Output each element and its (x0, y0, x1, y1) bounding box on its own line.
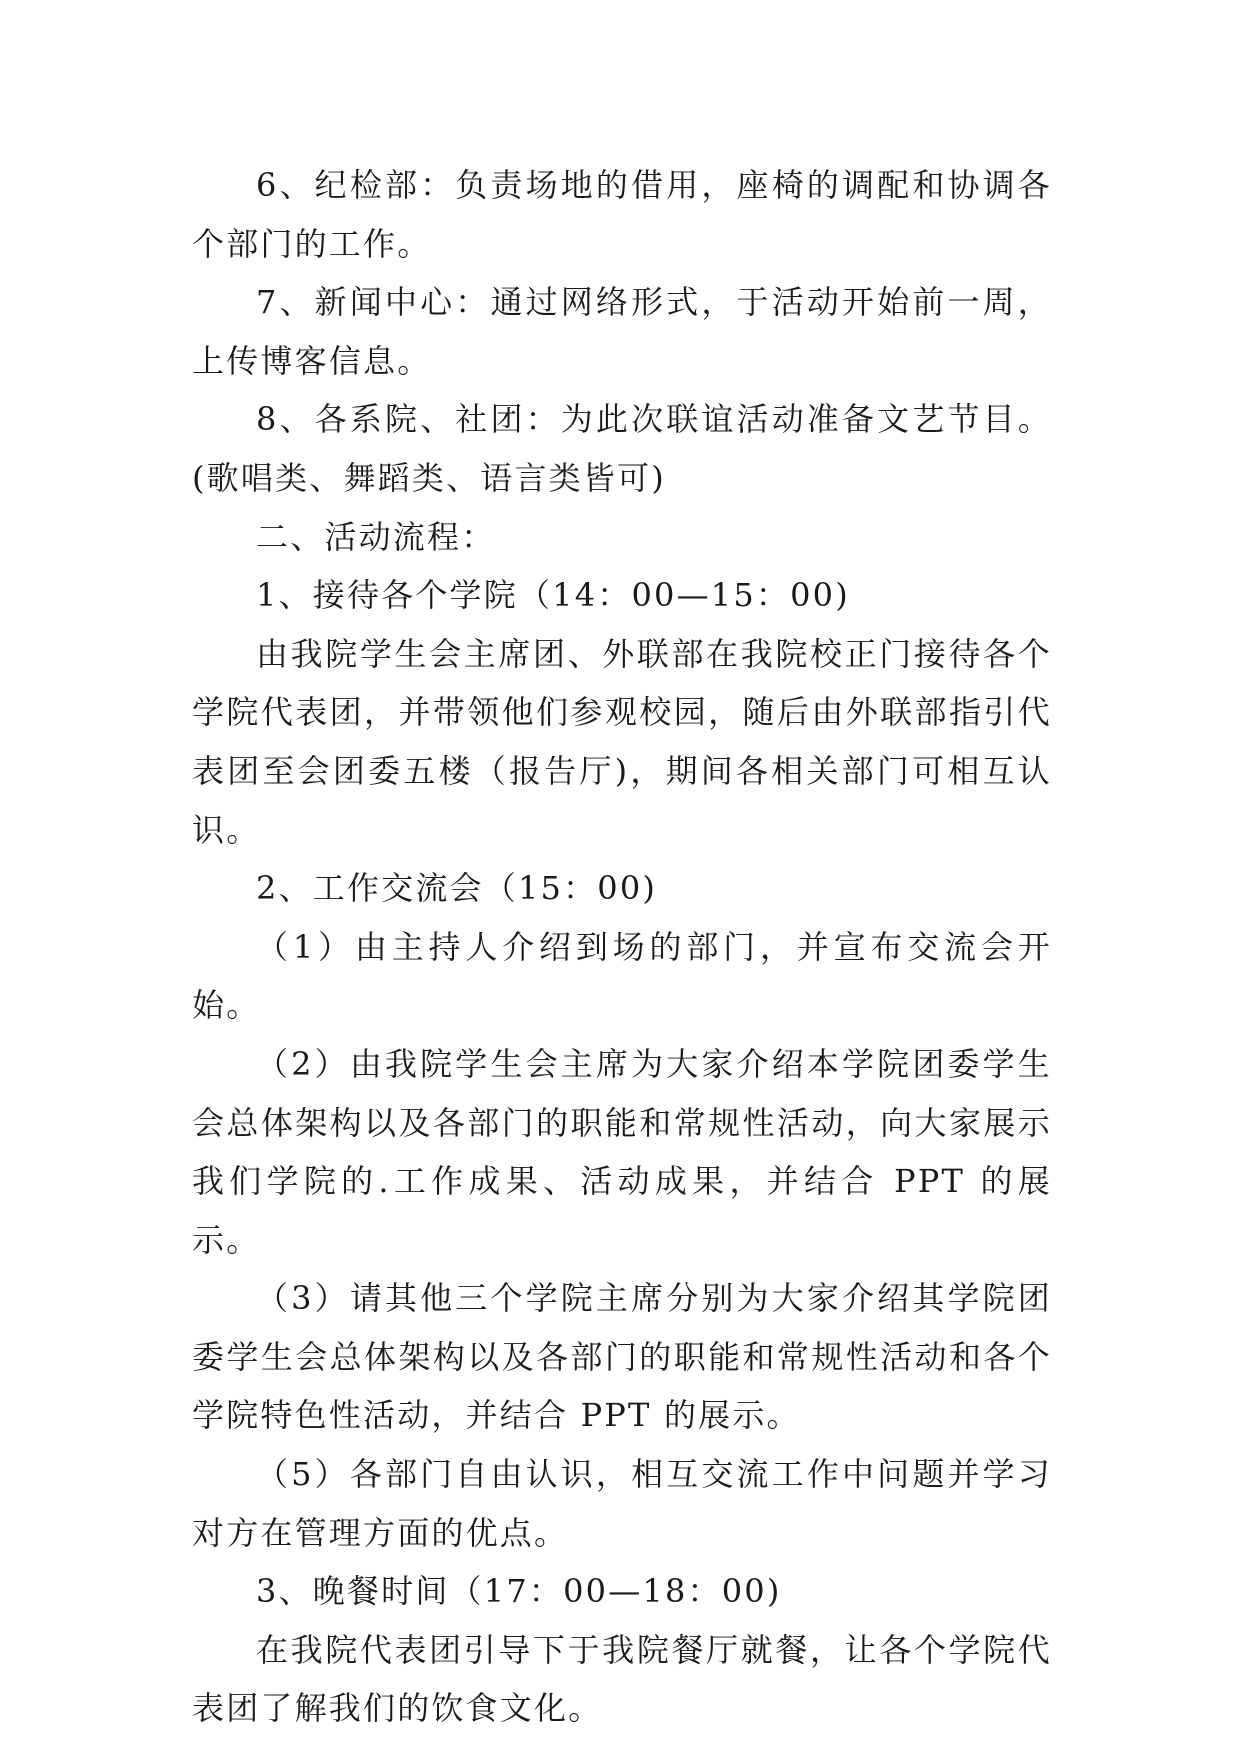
paragraph-news-center: 7、新闻中心：通过网络形式，于活动开始前一周，上传博客信息。 (192, 283, 1052, 380)
paragraph-exchange-item-3: （3）请其他三个学院主席分别为大家介绍其学院团委学生会总体架构以及各部门的职能和常规性活动和各个学院特色性活动，并结合 PPT 的展示。 (192, 1279, 1052, 1435)
step-heading-exchange-meeting: 2、工作交流会（15：00) (256, 869, 658, 908)
section-heading-activity-flow: 二、活动流程： (256, 517, 496, 556)
paragraph-inspection-dept: 6、纪检部：负责场地的借用，座椅的调配和协调各个部门的工作。 (192, 166, 1052, 263)
paragraph-exchange-item-1: （1）由主持人介绍到场的部门，并宣布交流会开始。 (192, 927, 1052, 1025)
step-heading-reception: 1、接待各个学院（14：00—15：00) (256, 576, 850, 615)
paragraph-exchange-item-2: （2）由我院学生会主席为大家介绍本学院团委学生会总体架构以及各部门的职能和常规性活动，向大家展示我们学院的.工作成果、活动成果，并结合 PPT 的展示。 (192, 1044, 1052, 1259)
document-body (192, 156, 1052, 1738)
paragraph-dinner-detail: 在我院代表团引导下于我院餐厅就餐，让各个学院代表团了解我们的饮食文化。 (192, 1630, 1052, 1728)
step-heading-dinner: 3、晚餐时间（17：00—18：00) (256, 1572, 782, 1611)
paragraph-reception-detail: 由我院学生会主席团、外联部在我院校正门接待各个学院代表团，并带领他们参观校园，随后由外联部指引代表团至会团委五楼（报告厅)，期间各相关部门可相互认识。 (192, 634, 1052, 849)
paragraph-departments-clubs: 8、各系院、社团：为此次联谊活动准备文艺节目。(歌唱类、舞蹈类、语言类皆可) (192, 400, 1052, 497)
paragraph-exchange-item-5: （5）各部门自由认识，相互交流工作中问题并学习对方在管理方面的优点。 (192, 1455, 1052, 1552)
